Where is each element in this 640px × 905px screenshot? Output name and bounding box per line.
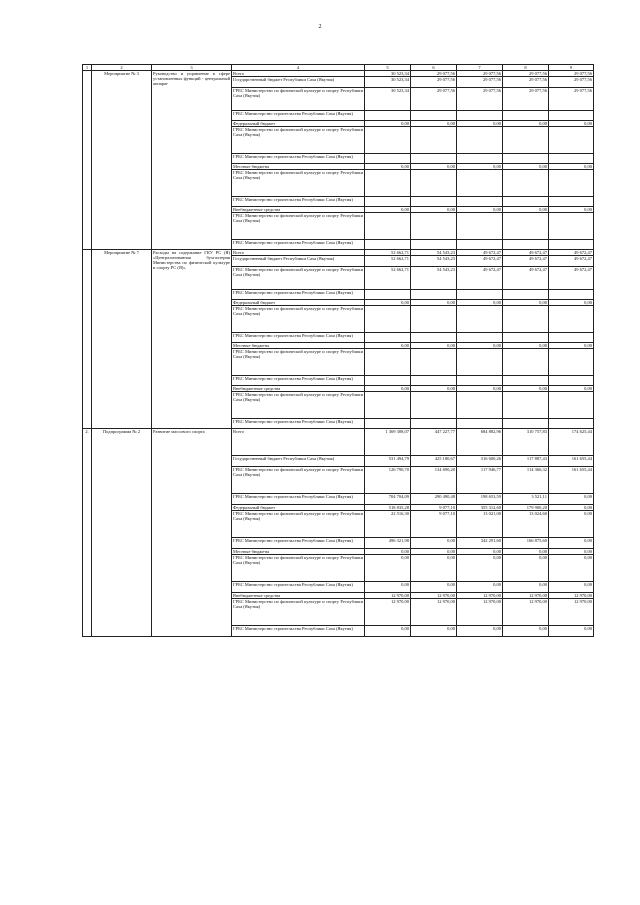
- amount-cell: [503, 240, 549, 250]
- amount-cell: 29 077,56: [549, 71, 594, 77]
- amount-cell: [457, 333, 503, 343]
- program-name: Мероприятие № 7: [92, 250, 152, 429]
- amount-cell: [549, 419, 594, 429]
- funding-source-label: ГРБС Министерство по физической культуре и спорту Республики Саха (Якутия): [232, 213, 365, 240]
- funding-source-label: Внебюджетные средства: [232, 207, 365, 213]
- amount-cell: 161 655,44: [549, 467, 594, 494]
- header-cell: 6: [411, 65, 457, 71]
- amount-cell: [503, 127, 549, 154]
- amount-cell: [411, 333, 457, 343]
- amount-cell: 0,00: [503, 582, 549, 593]
- amount-cell: 0,00: [365, 343, 411, 349]
- amount-cell: 29 077,56: [457, 77, 503, 88]
- amount-cell: 52 662,71: [365, 250, 411, 256]
- funding-source-label: Федеральный бюджет: [232, 121, 365, 127]
- amount-cell: [549, 333, 594, 343]
- amount-cell: 0,00: [411, 164, 457, 170]
- amount-cell: 0,00: [549, 555, 594, 582]
- amount-cell: 684 882,96: [457, 429, 503, 456]
- header-cell: 8: [503, 65, 549, 71]
- amount-cell: 0,00: [411, 555, 457, 582]
- amount-cell: 49 672,47: [457, 256, 503, 267]
- amount-cell: 166 875,60: [503, 538, 549, 549]
- amount-cell: 0,00: [457, 343, 503, 349]
- funding-source-label: ГРБС Министерство по физической культуре и спорту Республики Саха (Якутия): [232, 555, 365, 582]
- funding-source-label: Всего: [232, 429, 365, 456]
- page-number: 2: [318, 24, 322, 30]
- amount-cell: 12 970,00: [503, 599, 549, 626]
- amount-cell: 13 021,00: [457, 511, 503, 538]
- amount-cell: 0,00: [457, 121, 503, 127]
- amount-cell: 114 366,32: [503, 467, 549, 494]
- amount-cell: 0,00: [411, 538, 457, 549]
- amount-cell: [457, 306, 503, 333]
- funding-source-label: Государственный бюджет Республики Саха (Якутия): [232, 256, 365, 267]
- amount-cell: 126 790,70: [365, 467, 411, 494]
- funding-source-label: ГРБС Министерство по физической культуре и спорту Республики Саха (Якутия): [232, 170, 365, 197]
- funding-source-label: Местные бюджеты: [232, 343, 365, 349]
- header-cell: 9: [549, 65, 594, 71]
- amount-cell: 0,00: [411, 626, 457, 637]
- amount-cell: 0,00: [549, 386, 594, 392]
- amount-cell: 22 516,30: [365, 511, 411, 538]
- amount-cell: 0,00: [411, 386, 457, 392]
- amount-cell: 0,00: [549, 300, 594, 306]
- amount-cell: [411, 349, 457, 376]
- funding-source-label: ГРБС Министерство по физической культуре и спорту Республики Саха (Якутия): [232, 599, 365, 626]
- amount-cell: [411, 170, 457, 197]
- amount-cell: 12 970,00: [411, 593, 457, 599]
- funding-source-label: ГРБС Министерство строительства Республики Саха (Якутия): [232, 154, 365, 164]
- funding-source-label: Государственный бюджет Республики Саха (Якутия): [232, 456, 365, 467]
- amount-cell: 0,00: [549, 121, 594, 127]
- amount-cell: [503, 290, 549, 300]
- amount-cell: 54 543,23: [411, 256, 457, 267]
- amount-cell: 0,00: [549, 511, 594, 538]
- amount-cell: 9 077,10: [411, 511, 457, 538]
- amount-cell: [457, 170, 503, 197]
- amount-cell: 0,00: [549, 164, 594, 170]
- funding-source-label: ГРБС Министерство строительства Республики Саха (Якутия): [232, 494, 365, 505]
- amount-cell: 54 543,23: [411, 267, 457, 290]
- amount-cell: [549, 154, 594, 164]
- amount-cell: 0,00: [411, 343, 457, 349]
- amount-cell: [549, 213, 594, 240]
- amount-cell: [549, 240, 594, 250]
- amount-cell: 134 690,20: [411, 467, 457, 494]
- amount-cell: 316 600,26: [457, 456, 503, 467]
- funding-source-label: ГРБС Министерство по физической культуре и спорту Республики Саха (Якутия): [232, 511, 365, 538]
- amount-cell: 0,00: [549, 538, 594, 549]
- amount-cell: [549, 392, 594, 419]
- amount-cell: 49 672,47: [549, 250, 594, 256]
- amount-cell: 0,00: [411, 582, 457, 593]
- funding-source-label: ГРБС Министерство по физической культуре и спорту Республики Саха (Якутия): [232, 467, 365, 494]
- amount-cell: 49 672,47: [457, 250, 503, 256]
- header-cell: 2: [92, 65, 152, 71]
- amount-cell: [411, 213, 457, 240]
- amount-cell: 531 494,79: [365, 456, 411, 467]
- amount-cell: 0,00: [365, 549, 411, 555]
- amount-cell: [365, 290, 411, 300]
- amount-cell: 49 672,47: [503, 256, 549, 267]
- amount-cell: 30 523,34: [365, 88, 411, 111]
- header-cell: 3: [152, 65, 232, 71]
- amount-cell: [365, 333, 411, 343]
- amount-cell: 29 077,56: [411, 88, 457, 111]
- table-body: [83, 71, 594, 637]
- amount-cell: [411, 419, 457, 429]
- amount-cell: [457, 376, 503, 386]
- amount-cell: 0,00: [365, 626, 411, 637]
- amount-cell: 161 655,44: [549, 456, 594, 467]
- amount-cell: 29 077,56: [457, 71, 503, 77]
- amount-cell: [503, 376, 549, 386]
- amount-cell: 0,00: [549, 207, 594, 213]
- amount-cell: 52 662,71: [365, 256, 411, 267]
- amount-cell: 49 672,47: [503, 250, 549, 256]
- amount-cell: [411, 154, 457, 164]
- funding-source-label: Местные бюджеты: [232, 164, 365, 170]
- amount-cell: [503, 419, 549, 429]
- amount-cell: 0,00: [457, 207, 503, 213]
- amount-cell: 0,00: [365, 164, 411, 170]
- amount-cell: 0,00: [411, 121, 457, 127]
- amount-cell: [503, 306, 549, 333]
- amount-cell: [549, 197, 594, 207]
- amount-cell: [411, 240, 457, 250]
- amount-cell: 29 077,56: [503, 71, 549, 77]
- amount-cell: 0,00: [503, 207, 549, 213]
- amount-cell: 49 672,47: [503, 267, 549, 290]
- section-number: [83, 250, 92, 429]
- funding-source-label: Внебюджетные средства: [232, 386, 365, 392]
- amount-cell: 0,00: [457, 582, 503, 593]
- amount-cell: 290 490,48: [411, 494, 457, 505]
- amount-cell: 0,00: [365, 386, 411, 392]
- amount-cell: [503, 333, 549, 343]
- header-cell: 5: [365, 65, 411, 71]
- section-number: 2.: [83, 429, 92, 637]
- amount-cell: [503, 170, 549, 197]
- funding-source-label: ГРБС Министерство по физической культуре и спорту Республики Саха (Якутия): [232, 88, 365, 111]
- amount-cell: [457, 392, 503, 419]
- amount-cell: 0,00: [503, 555, 549, 582]
- amount-cell: 0,00: [503, 626, 549, 637]
- amount-cell: [365, 306, 411, 333]
- funding-source-label: Федеральный бюджет: [232, 505, 365, 511]
- section-number: [83, 71, 92, 250]
- amount-cell: [457, 111, 503, 121]
- amount-cell: 0,00: [365, 207, 411, 213]
- amount-cell: [457, 240, 503, 250]
- amount-cell: 0,00: [411, 549, 457, 555]
- program-name: Подпрограмма № 2: [92, 429, 152, 637]
- funding-source-label: Федеральный бюджет: [232, 300, 365, 306]
- amount-cell: 355 312,60: [457, 505, 503, 511]
- amount-cell: 29 077,56: [457, 88, 503, 111]
- amount-cell: [365, 349, 411, 376]
- amount-cell: 117 887,43: [503, 456, 549, 467]
- amount-cell: 49 672,47: [549, 267, 594, 290]
- amount-cell: [549, 111, 594, 121]
- funding-source-label: ГРБС Министерство строительства Республики Саха (Якутия): [232, 290, 365, 300]
- budget-table: [82, 64, 594, 637]
- funding-source-label: ГРБС Министерство по физической культуре и спорту Республики Саха (Якутия): [232, 267, 365, 290]
- table-row: [83, 429, 594, 456]
- amount-cell: 0,00: [503, 343, 549, 349]
- amount-cell: 0,00: [365, 121, 411, 127]
- amount-cell: [549, 349, 594, 376]
- amount-cell: [365, 111, 411, 121]
- amount-cell: 0,00: [503, 121, 549, 127]
- amount-cell: [549, 170, 594, 197]
- amount-cell: [365, 392, 411, 419]
- amount-cell: [457, 197, 503, 207]
- amount-cell: 49 672,47: [549, 256, 594, 267]
- amount-cell: 13 024,60: [503, 511, 549, 538]
- amount-cell: [365, 197, 411, 207]
- amount-cell: 0,00: [457, 549, 503, 555]
- amount-cell: 0,00: [457, 386, 503, 392]
- amount-cell: 0,00: [457, 626, 503, 637]
- funding-source-label: ГРБС Министерство строительства Республики Саха (Якутия): [232, 111, 365, 121]
- amount-cell: [365, 154, 411, 164]
- amount-cell: 0,00: [549, 494, 594, 505]
- amount-cell: 0,00: [411, 300, 457, 306]
- funding-source-label: Государственный бюджет Республики Саха (Якутия): [232, 77, 365, 88]
- amount-cell: 0,00: [549, 626, 594, 637]
- program-description: Развитие массового спорта: [152, 429, 232, 637]
- amount-cell: [549, 127, 594, 154]
- amount-cell: [411, 392, 457, 419]
- amount-cell: 0,00: [365, 582, 411, 593]
- amount-cell: 52 662,71: [365, 267, 411, 290]
- amount-cell: [365, 240, 411, 250]
- amount-cell: 12 970,00: [411, 599, 457, 626]
- amount-cell: 342 291,60: [457, 538, 503, 549]
- amount-cell: [457, 127, 503, 154]
- amount-cell: 447 227,77: [411, 429, 457, 456]
- funding-source-label: ГРБС Министерство по физической культуре и спорту Республики Саха (Якутия): [232, 306, 365, 333]
- amount-cell: 0,00: [457, 164, 503, 170]
- funding-source-label: ГРБС Министерство строительства Республики Саха (Якутия): [232, 333, 365, 343]
- amount-cell: [503, 349, 549, 376]
- funding-source-label: ГРБС Министерство по физической культуре и спорту Республики Саха (Якутия): [232, 349, 365, 376]
- funding-source-label: ГРБС Министерство строительства Республики Саха (Якутия): [232, 538, 365, 549]
- amount-cell: 12 970,00: [549, 593, 594, 599]
- amount-cell: 0,00: [365, 300, 411, 306]
- funding-source-label: ГРБС Министерство строительства Республики Саха (Якутия): [232, 582, 365, 593]
- amount-cell: [411, 111, 457, 121]
- funding-source-label: Всего: [232, 250, 365, 256]
- funding-source-label: Местные бюджеты: [232, 549, 365, 555]
- amount-cell: [503, 392, 549, 419]
- amount-cell: 179 900,20: [503, 505, 549, 511]
- program-description: Руководство и управление в сфере установленных функций - центральный аппарат: [152, 71, 232, 250]
- program-name: Мероприятие № 3: [92, 71, 152, 250]
- amount-cell: 704 704,09: [365, 494, 411, 505]
- amount-cell: 0,00: [549, 505, 594, 511]
- amount-cell: [457, 213, 503, 240]
- funding-source-label: ГРБС Министерство строительства Республики Саха (Якутия): [232, 626, 365, 637]
- amount-cell: [411, 376, 457, 386]
- amount-cell: 29 077,56: [411, 77, 457, 88]
- program-description: Расходы на содержание ГКУ РС (Я) «Централизованная бухгалтерия Министерства по физической культуре и спорту РС (Я)»: [152, 250, 232, 429]
- amount-cell: 0,00: [549, 343, 594, 349]
- amount-cell: 0,00: [503, 164, 549, 170]
- amount-cell: 12 970,00: [365, 599, 411, 626]
- amount-cell: 3 521,11: [503, 494, 549, 505]
- amount-cell: [365, 419, 411, 429]
- amount-cell: 29 077,56: [411, 71, 457, 77]
- amount-cell: [457, 419, 503, 429]
- amount-cell: [411, 127, 457, 154]
- amount-cell: 29 077,56: [549, 88, 594, 111]
- amount-cell: 0,00: [549, 549, 594, 555]
- amount-cell: 12 970,00: [457, 593, 503, 599]
- amount-cell: 12 970,00: [549, 599, 594, 626]
- amount-cell: [365, 170, 411, 197]
- amount-cell: [457, 290, 503, 300]
- amount-cell: 29 077,56: [549, 77, 594, 88]
- amount-cell: [549, 376, 594, 386]
- header-cell: 1: [83, 65, 92, 71]
- amount-cell: 198 653,59: [457, 494, 503, 505]
- amount-cell: [549, 306, 594, 333]
- amount-cell: 12 970,00: [365, 593, 411, 599]
- amount-cell: [503, 213, 549, 240]
- amount-cell: 310 757,83: [503, 429, 549, 456]
- amount-cell: 0,00: [549, 582, 594, 593]
- amount-cell: [457, 154, 503, 164]
- amount-cell: [411, 306, 457, 333]
- amount-cell: 496 321,98: [365, 538, 411, 549]
- amount-cell: 425 180,67: [411, 456, 457, 467]
- funding-source-label: Внебюджетные средства: [232, 593, 365, 599]
- funding-source-label: ГРБС Министерство по физической культуре и спорту Республики Саха (Якутия): [232, 392, 365, 419]
- amount-cell: 54 543,23: [411, 250, 457, 256]
- funding-source-label: ГРБС Министерство строительства Республики Саха (Якутия): [232, 240, 365, 250]
- amount-cell: 1 369 308,07: [365, 429, 411, 456]
- amount-cell: 30 523,34: [365, 71, 411, 77]
- amount-cell: [365, 376, 411, 386]
- header-cell: 7: [457, 65, 503, 71]
- amount-cell: 174 625,44: [549, 429, 594, 456]
- funding-source-label: ГРБС Министерство строительства Республики Саха (Якутия): [232, 197, 365, 207]
- funding-source-label: Всего: [232, 71, 365, 77]
- amount-cell: [411, 197, 457, 207]
- amount-cell: 0,00: [457, 555, 503, 582]
- amount-cell: 30 523,34: [365, 77, 411, 88]
- amount-cell: [549, 290, 594, 300]
- amount-cell: 29 077,56: [503, 77, 549, 88]
- amount-cell: 0,00: [503, 549, 549, 555]
- funding-source-label: ГРБС Министерство строительства Республики Саха (Якутия): [232, 376, 365, 386]
- amount-cell: 518 835,28: [365, 505, 411, 511]
- amount-cell: 49 672,47: [457, 267, 503, 290]
- funding-source-label: ГРБС Министерство по физической культуре и спорту Республики Саха (Якутия): [232, 127, 365, 154]
- header-cell: 4: [232, 65, 365, 71]
- amount-cell: [503, 154, 549, 164]
- amount-cell: 9 077,10: [411, 505, 457, 511]
- amount-cell: 12 970,00: [457, 599, 503, 626]
- amount-cell: 29 077,56: [503, 88, 549, 111]
- amount-cell: [411, 290, 457, 300]
- amount-cell: [457, 349, 503, 376]
- amount-cell: [365, 213, 411, 240]
- amount-cell: [503, 197, 549, 207]
- funding-source-label: ГРБС Министерство строительства Республики Саха (Якутия): [232, 419, 365, 429]
- amount-cell: 0,00: [503, 300, 549, 306]
- amount-cell: 0,00: [411, 207, 457, 213]
- amount-cell: 0,00: [365, 555, 411, 582]
- amount-cell: 0,00: [503, 386, 549, 392]
- amount-cell: 12 970,00: [503, 593, 549, 599]
- amount-cell: [365, 127, 411, 154]
- amount-cell: 117 946,77: [457, 467, 503, 494]
- amount-cell: 0,00: [457, 300, 503, 306]
- amount-cell: [503, 111, 549, 121]
